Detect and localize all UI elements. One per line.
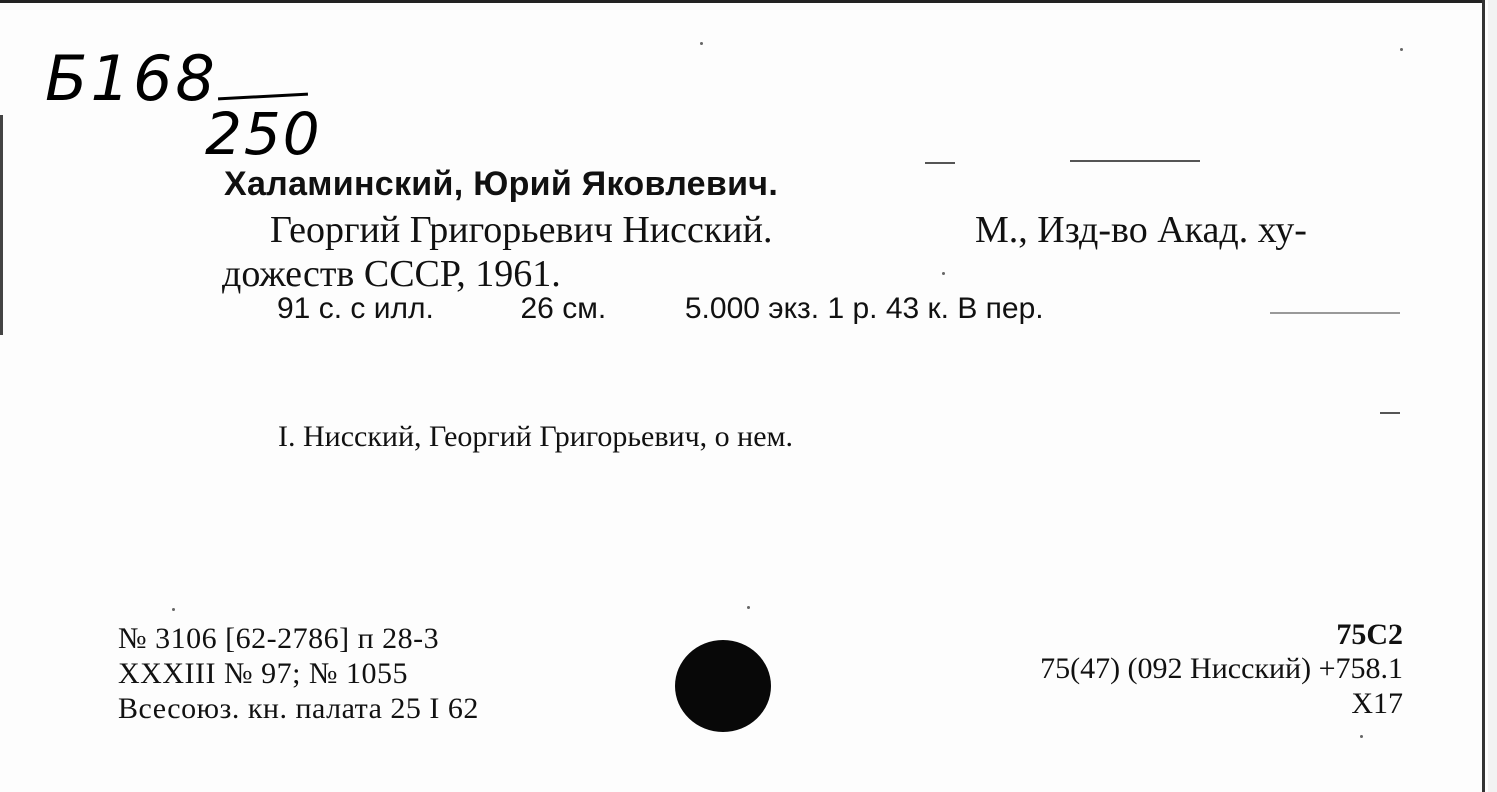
card-right-border (1482, 0, 1485, 792)
author-mark: Х17 (1351, 687, 1403, 720)
scan-artifact (172, 608, 175, 611)
publication-info-line2: дожеств СССР, 1961. (222, 253, 561, 295)
card-left-mark (0, 115, 3, 335)
page-count: 91 с. с илл. (277, 292, 434, 325)
scan-artifact (747, 606, 750, 609)
book-title: Георгий Григорьевич Нисский. (270, 209, 773, 251)
card-right-edge (1488, 0, 1497, 792)
classification-code: 75С2 (1336, 618, 1403, 651)
scan-artifact (1070, 160, 1200, 162)
physical-description (277, 292, 1044, 326)
chronicle-number-line: XXXIII № 97; № 1055 (118, 657, 409, 690)
scan-artifact (1380, 412, 1400, 414)
punch-hole (675, 640, 771, 732)
udc-code: 75(47) (092 Нисский) +758.1 (1040, 652, 1403, 685)
scan-artifact (1400, 48, 1403, 51)
scan-artifact (700, 42, 703, 45)
card-top-border (0, 0, 1485, 3)
copies-price: 5.000 экз. 1 р. 43 к. В пер. (684, 292, 1044, 325)
card-number-line: № 3106 [62-2786] п 28-3 (118, 622, 440, 655)
author-heading: Халаминский, Юрий Яковлевич. (224, 165, 779, 203)
handwritten-call-number-bottom: 250 (205, 100, 322, 168)
scan-artifact (942, 272, 945, 275)
scan-artifact (1270, 312, 1400, 314)
scan-artifact (925, 162, 955, 164)
publication-info-line1: М., Изд-во Акад. ху- (975, 209, 1307, 251)
chamber-line: Всесоюз. кн. палата 25 I 62 (118, 692, 479, 725)
subject-heading: I. Нисский, Георгий Григорьевич, о нем. (278, 420, 794, 453)
book-size: 26 см. (520, 292, 607, 325)
handwritten-call-number-top: Б168 (45, 42, 218, 115)
scan-artifact (1360, 735, 1363, 738)
